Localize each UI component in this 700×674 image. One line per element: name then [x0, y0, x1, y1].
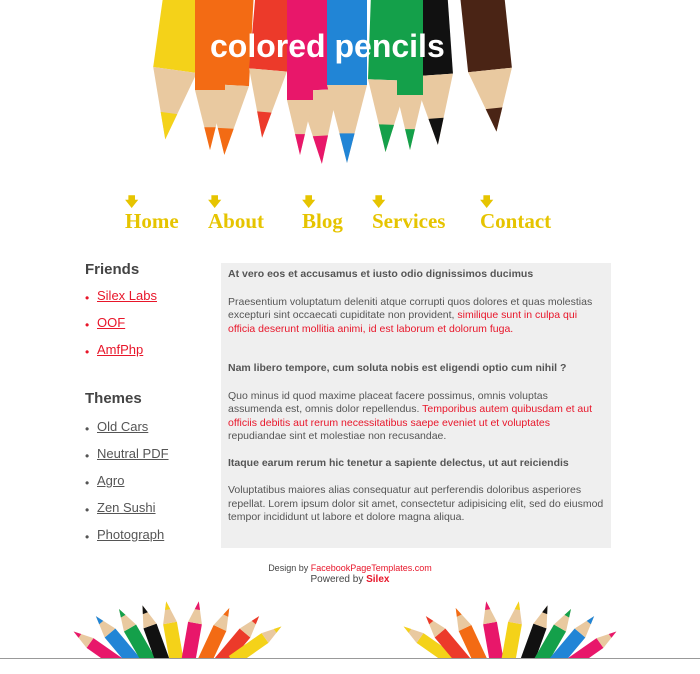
pencil-icon — [397, 0, 423, 150]
friend-link-silex-labs[interactable]: Silex Labs — [97, 288, 157, 303]
paragraph-text: Quo minus id quod maxime placeat facere possimus, omnis voluptas assumenda est, omnis dolor repellendus. — [228, 389, 548, 415]
highlighted-text: similique sunt in culpa qui officia deserunt mollitia animi, id est laborum et dolorum fuga. — [228, 309, 578, 335]
theme-link-old-cars[interactable]: Old Cars — [97, 419, 149, 434]
nav-contact-label: Contact — [480, 209, 552, 233]
design-credit-prefix: Design by — [268, 563, 311, 573]
bullet-icon: • — [85, 318, 90, 332]
pencil-icon — [479, 600, 506, 658]
paragraph-text: Praesentium voluptatum deleniti atque corrupti quos dolores et quas molestias excepturi sint occaecati cupiditate non provident, — [228, 295, 593, 321]
list-item — [85, 419, 215, 446]
pencil-icon — [499, 600, 526, 658]
nav-contact[interactable] — [480, 195, 551, 234]
list-item — [85, 315, 215, 342]
pencil-icon — [179, 600, 206, 658]
paragraph-text: Voluptatibus maiores alias consequatur aut perferendis doloribus asperiores repellat. Lorem ipsum dolor sit amet, consectetur adipisicing elit, sed do eiusmod tempor incididunt ut labore et dolore magna aliqua. — [228, 484, 604, 523]
nav-about-label: About — [208, 209, 265, 233]
theme-link-zen-sushi[interactable]: Zen Sushi — [97, 500, 156, 515]
nav-about[interactable] — [208, 195, 264, 234]
theme-link-neutral-pdf[interactable]: Neutral PDF — [97, 446, 169, 461]
bullet-icon: • — [85, 503, 90, 517]
pencil-icon — [287, 0, 313, 155]
friends-list — [85, 288, 215, 369]
nav-home-label: Home — [125, 209, 179, 233]
powered-by-link[interactable]: Silex — [366, 574, 390, 585]
bullet-icon: • — [85, 530, 90, 544]
sidebar — [85, 258, 215, 554]
header-banner — [0, 0, 700, 185]
themes-list — [85, 419, 215, 554]
friend-link-oof[interactable]: OOF — [97, 315, 126, 330]
bullet-icon: • — [85, 345, 90, 359]
nav-services[interactable] — [372, 195, 445, 234]
powered-by — [0, 574, 700, 586]
list-item — [85, 500, 215, 527]
bullet-icon: • — [85, 422, 90, 436]
friends-heading: Friends — [85, 261, 140, 278]
list-item — [85, 446, 215, 473]
down-arrow-icon: 🡇 — [372, 194, 386, 209]
section-heading: At vero eos et accusamus et iusto odio dignissimos ducimus — [228, 268, 534, 280]
section-paragraph — [228, 296, 604, 337]
main-content-panel — [221, 263, 611, 548]
friend-link-amfphp[interactable]: AmfPhp — [97, 342, 144, 357]
bullet-icon: • — [85, 476, 90, 490]
down-arrow-icon: 🡇 — [125, 194, 139, 209]
pencil-icon — [327, 0, 367, 163]
footer-divider — [0, 658, 700, 659]
nav-home[interactable] — [125, 195, 179, 234]
pencil-icon — [460, 0, 519, 134]
nav-blog-label: Blog — [302, 209, 343, 233]
section-paragraph — [228, 484, 604, 525]
design-credit — [0, 562, 700, 574]
nav-services-label: Services — [372, 209, 446, 233]
section-heading: Nam libero tempore, cum soluta nobis est eligendi optio cum nihil ? — [228, 362, 567, 374]
site-title: colored pencils — [210, 28, 445, 64]
list-item — [85, 342, 215, 369]
section-paragraph — [228, 390, 604, 444]
bullet-icon: • — [85, 449, 90, 463]
paragraph-text: repudiandae sint et molestiae non recusandae. — [228, 430, 447, 442]
powered-by-prefix: Powered by — [310, 574, 367, 585]
list-item — [85, 288, 215, 315]
section-heading: Itaque earum rerum hic tenetur a sapiente delectus, ut aut reiciendis — [228, 456, 569, 469]
down-arrow-icon: 🡇 — [208, 194, 222, 209]
nav-blog[interactable] — [302, 195, 343, 234]
down-arrow-icon: 🡇 — [480, 194, 494, 209]
highlighted-text: Temporibus autem quibusdam et aut officiis debitis aut rerum necessitatibus saepe eveniet ut et voluptates — [228, 403, 593, 429]
themes-heading: Themes — [85, 390, 142, 407]
down-arrow-icon: 🡇 — [302, 194, 316, 209]
bullet-icon: • — [85, 291, 90, 305]
theme-link-photograph[interactable]: Photograph — [97, 527, 165, 542]
design-credit-link[interactable]: FacebookPageTemplates.com — [310, 563, 432, 573]
footer — [0, 562, 700, 586]
list-item — [85, 473, 215, 500]
main-nav — [0, 195, 700, 235]
theme-link-agro[interactable]: Agro — [97, 473, 125, 488]
